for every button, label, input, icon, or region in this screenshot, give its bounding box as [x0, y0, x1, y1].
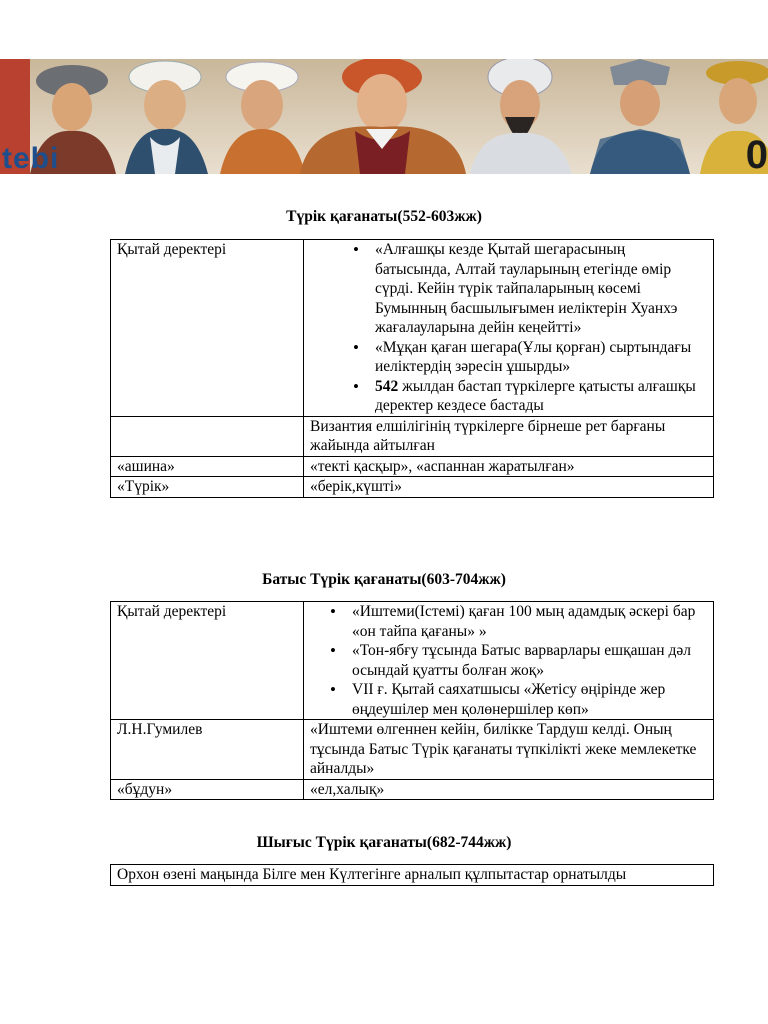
row-content	[304, 240, 714, 417]
row-content: «ел,халық»	[304, 779, 714, 800]
eastern-turkic-khaganate-table	[110, 864, 714, 886]
bullet-item: • VII ғ. Қытай саяхатшысы «Жетісу өңірінде жер өңдеушілер мен қолөнершілер көп»	[352, 680, 703, 719]
row-content	[304, 602, 714, 720]
table-row	[111, 602, 714, 720]
section-title-eastern-turkic-khaganate: Шығыс Түрік қағанаты(682-744жж)	[256, 834, 512, 851]
table-row	[111, 477, 714, 498]
row-content: Византия елшілігінің түркілерге бірнеше рет барғаны жайында айтылған	[304, 416, 714, 456]
bullet-item: • «Мұқан қаған шегара(Ұлы қорған) сыртындағы иеліктердің зәресін ұшырды»	[375, 338, 703, 377]
bullet-list	[375, 240, 703, 416]
bullet-item: • «Алғашқы кезде Қытай шегарасының батысында, Алтай тауларының етегінде өмір сүрді. Кейін түрік тайпаларының көсемі Бумынның басшылығымен иеліктерін Хуанхэ жағалауларына дейін кеңейтті»	[375, 240, 703, 338]
bullet-item	[375, 377, 703, 416]
row-label: Қытай деректері	[111, 240, 304, 417]
table-row	[111, 240, 714, 417]
bullet-item: • «Тон-ябғу тұсында Батыс варварлары ешқашан дәл осындай қуатты болған жоқ»	[352, 641, 703, 680]
table-row	[111, 720, 714, 780]
bullet-item: • «Иштеми(Істемі) қаған 100 мың адамдық әскері бар «он тайпа қағаны» »	[352, 602, 703, 641]
section-title-western-turkic-khaganate: Батыс Түрік қағанаты(603-704жж)	[262, 571, 506, 588]
turkic-khaganate-table	[110, 239, 714, 498]
table-row	[111, 865, 714, 886]
row-content: Орхон өзені маңында Білге мен Күлтегінге арналып құлпытастар орнатылды	[111, 865, 714, 886]
row-label	[111, 416, 304, 456]
bullet-text: жылдан бастап түркілерге қатысты алғашқы деректер кездесе бастады	[375, 377, 696, 414]
section-title-turkic-khaganate: Түрік қағанаты(552-603жж)	[286, 208, 482, 225]
row-label: «бұдун»	[111, 779, 304, 800]
brand-logo-right: 0	[745, 133, 768, 174]
row-content: «Иштеми өлгеннен кейін, билікке Тардуш келді. Оның тұсында Батыс Түрік қағанаты түпкілікті жеке мемлекетке айналды»	[304, 720, 714, 780]
historical-figures-illustration	[0, 59, 768, 174]
header-banner	[0, 59, 768, 174]
row-label: Л.Н.Гумилев	[111, 720, 304, 780]
year-highlight: 542	[375, 377, 399, 395]
row-content: «текті қасқыр», «аспаннан жаратылған»	[304, 456, 714, 477]
row-label: Қытай деректері	[111, 602, 304, 720]
row-content: «берік,күшті»	[304, 477, 714, 498]
row-label: «Түрік»	[111, 477, 304, 498]
table-row	[111, 779, 714, 800]
row-label: «ашина»	[111, 456, 304, 477]
western-turkic-khaganate-table	[110, 601, 714, 800]
bullet-list	[352, 602, 703, 719]
brand-logo-left: tebi	[2, 142, 60, 174]
table-row	[111, 416, 714, 456]
table-row	[111, 456, 714, 477]
